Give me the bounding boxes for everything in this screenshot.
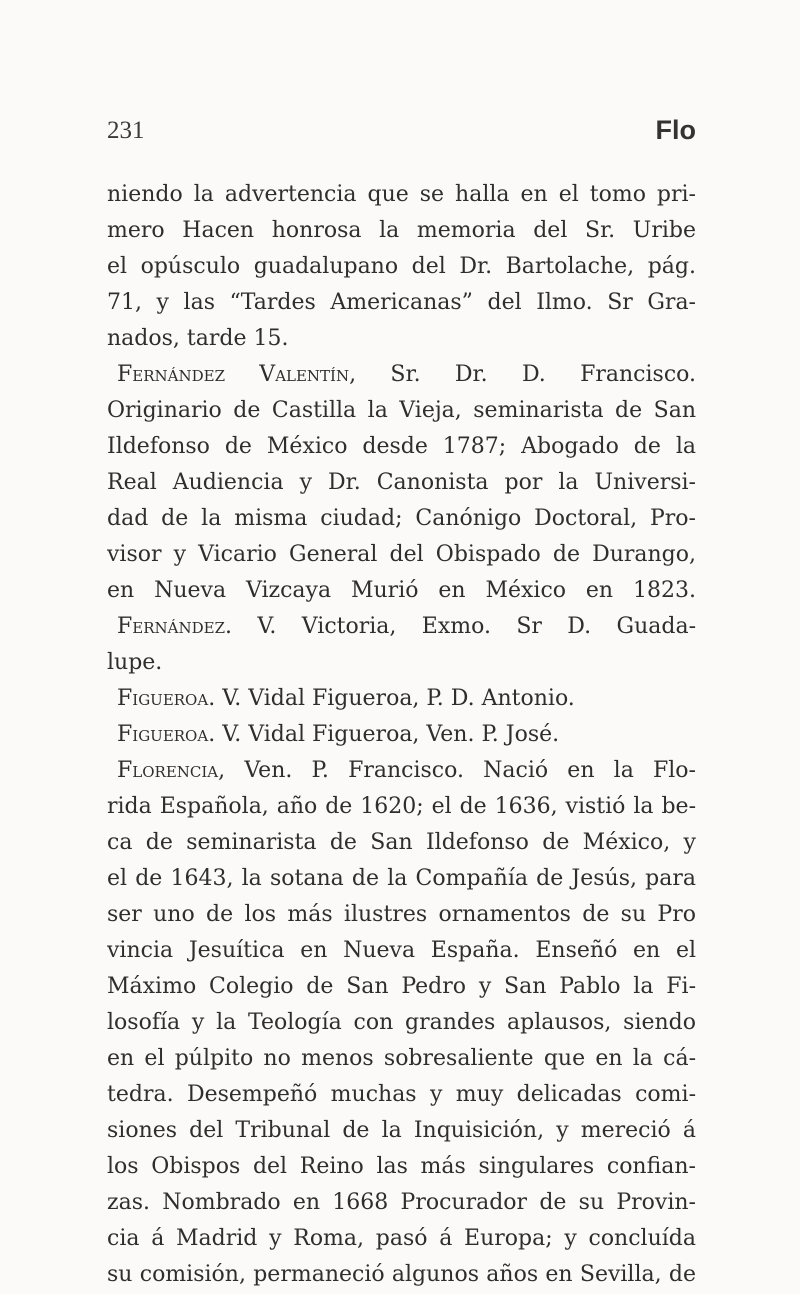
line-text: tedra. Desempeñó muchas y muy delicadas comi- [107, 1082, 696, 1107]
page-number: 231 [107, 117, 145, 144]
text-line [107, 1041, 696, 1077]
line-text: el opúsculo guadalupano del Dr. Bartolache, pág. [107, 254, 696, 279]
line-text: Sr. Dr. D. Francisco. [390, 362, 696, 387]
text-line [107, 1221, 696, 1257]
line-text: niendo la advertencia que se halla en el tomo pri- [107, 182, 696, 207]
text-line [107, 177, 696, 213]
entry-heading: Fernández Valentín, [117, 362, 357, 387]
text-line [107, 573, 696, 609]
line-text: en el púlpito no menos sobresaliente que en la cá- [107, 1046, 696, 1071]
text-line [107, 1185, 696, 1221]
line-text: V. Victoria, Exmo. Sr D. Guada- [257, 614, 696, 639]
text-line [107, 717, 696, 753]
text-line [107, 897, 696, 933]
entry-heading: Figueroa. [117, 686, 216, 711]
text-line [107, 681, 696, 717]
body-text [107, 177, 696, 1293]
line-text: losofía y la Teología con grandes aplausos, siendo [107, 1010, 696, 1035]
text-line [107, 1005, 696, 1041]
text-line [107, 609, 696, 645]
page-header [107, 117, 696, 157]
text-line [107, 645, 696, 681]
line-text: visor y Vicario General del Obispado de Durango, [107, 542, 696, 567]
text-line [107, 933, 696, 969]
text-line [107, 249, 696, 285]
line-text: siones del Tribunal de la Inquisición, y mereció á [107, 1118, 696, 1143]
line-text: V. Vidal Figueroa, P. D. Antonio. [222, 686, 575, 711]
text-line [107, 969, 696, 1005]
line-text: vincia Jesuítica en Nueva España. Enseñó en el [107, 938, 696, 963]
text-line [107, 429, 696, 465]
text-line [107, 789, 696, 825]
line-text: el de 1643, la sotana de la Compañía de Jesús, para [107, 866, 696, 891]
text-line [107, 861, 696, 897]
text-line [107, 753, 696, 789]
line-text: lupe. [107, 650, 163, 675]
line-text: Máximo Colegio de San Pedro y San Pablo la Fi- [107, 974, 696, 999]
line-text: ser uno de los más ilustres ornamentos de su Pro [107, 902, 696, 927]
text-line [107, 285, 696, 321]
line-text: Ildefonso de México desde 1787; Abogado de la [107, 434, 696, 459]
entry-heading: Fernández. [117, 614, 232, 639]
line-text: Originario de Castilla la Vieja, seminarista de San [107, 398, 696, 423]
line-text: ca de seminarista de San Ildefonso de México, y [107, 830, 696, 855]
line-text: rida Española, año de 1620; el de 1636, vistió la be- [107, 794, 696, 819]
line-text: nados, tarde 15. [107, 326, 289, 351]
text-line [107, 537, 696, 573]
line-text: en Nueva Vizcaya Murió en México en 1823. [107, 578, 696, 603]
line-text: 71, y las “Tardes Americanas” del Ilmo. Sr Gra- [107, 290, 696, 315]
text-line [107, 825, 696, 861]
line-text: los Obispos del Reino las más singulares confian- [107, 1154, 696, 1179]
text-line [107, 1077, 696, 1113]
line-text: su comisión, permaneció algunos años en Sevilla, de [107, 1262, 696, 1287]
entry-heading: Florencia, [117, 758, 226, 783]
line-text: V. Vidal Figueroa, Ven. P. José. [222, 722, 560, 747]
text-line [107, 1257, 696, 1293]
text-line [107, 465, 696, 501]
line-text: Ven. P. Francisco. Nació en la Flo- [244, 758, 696, 783]
text-line [107, 393, 696, 429]
text-line [107, 501, 696, 537]
line-text: zas. Nombrado en 1668 Procurador de su Provin- [107, 1190, 696, 1215]
line-text: Real Audiencia y Dr. Canonista por la Universi- [107, 470, 696, 495]
line-text: dad de la misma ciudad; Canónigo Doctoral, Pro- [107, 506, 696, 531]
text-line [107, 213, 696, 249]
entry-heading: Figueroa. [117, 722, 216, 747]
text-line [107, 357, 696, 393]
text-line [107, 1113, 696, 1149]
running-head: Flo [655, 115, 696, 145]
text-line [107, 321, 696, 357]
line-text: cia á Madrid y Roma, pasó á Europa; y concluída [107, 1226, 696, 1251]
text-line [107, 1149, 696, 1185]
line-text: mero Hacen honrosa la memoria del Sr. Uribe [107, 218, 696, 243]
